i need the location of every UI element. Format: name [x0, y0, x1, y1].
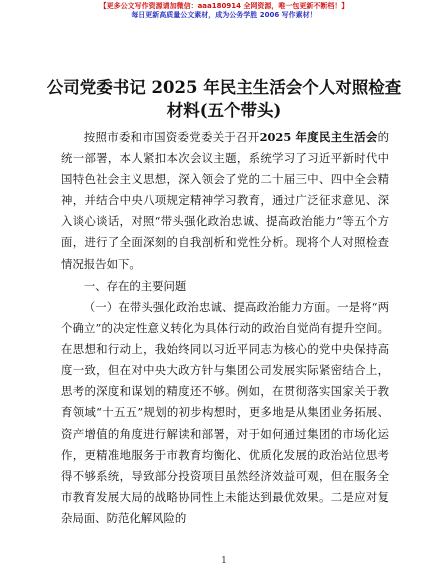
- document-title-line-1: 公司党委书记 2025 年民主生活会个人对照检查: [46, 78, 402, 97]
- intro-bold-phrase: 2025 年度民主生活会: [259, 130, 378, 144]
- promo-banner-line-1: 【更多公文写作资源请加微信：aaa180914 全网资源，唯一包更新不断档！】: [99, 2, 349, 10]
- section-heading: 一、存在的主要问题: [83, 279, 187, 293]
- intro-paragraph: [61, 127, 389, 275]
- intro-text-start: 按照市委和市国资委党委关于召开: [83, 130, 260, 144]
- problem-paragraph: （一）在带头强化政治忠诚、提高政治能力方面。一是将“两个确立”的决定性意义转化为具体行动的政治自觉尚有提升空间。在思想和行动上，我始终同以习近平同志为核心的党中央保持高度一致，但在对中央大政方针与集团公司发展实际紧密结合上，思考的深度和谋划的精度还不够。例如，在贯彻落实国家关于教育领域“十五五”规划的初步构想时，更多地是从集团业务拓展、资产增值的角度进行解读和部署，对于如何通过集团的市场化运作，更精准地服务于市教育均衡化、优质化发展的政治站位思考得不够系统，导致部分投资项目虽然经济效益可观，但在服务全市教育发展大局的战略协同性上未能达到最优效果。二是应对复杂局面、防范化解风险的: [61, 300, 389, 525]
- intro-text-rest: 的统一部署，本人紧扣本次会议主题，系统学习了习近平新时代中国特色社会主义思想，深入领会了党的二十届三中、四中全会精神，并结合中央八项规定精神学习教育，通过广泛征求意见、深入谈心谈话，对照“带头强化政治忠诚、提高政治能力”等五个方面，进行了全面深刻的自我剖析和党性分析。现将个人对照检查情况报告如下。: [61, 130, 389, 271]
- promo-banner-line-2: 每日更新高质量公文素材，成为公务学胜 2006 写作素材！: [131, 11, 317, 19]
- document-title-line-2: 材料(五个带头): [166, 101, 282, 120]
- page-number: 1: [221, 556, 227, 566]
